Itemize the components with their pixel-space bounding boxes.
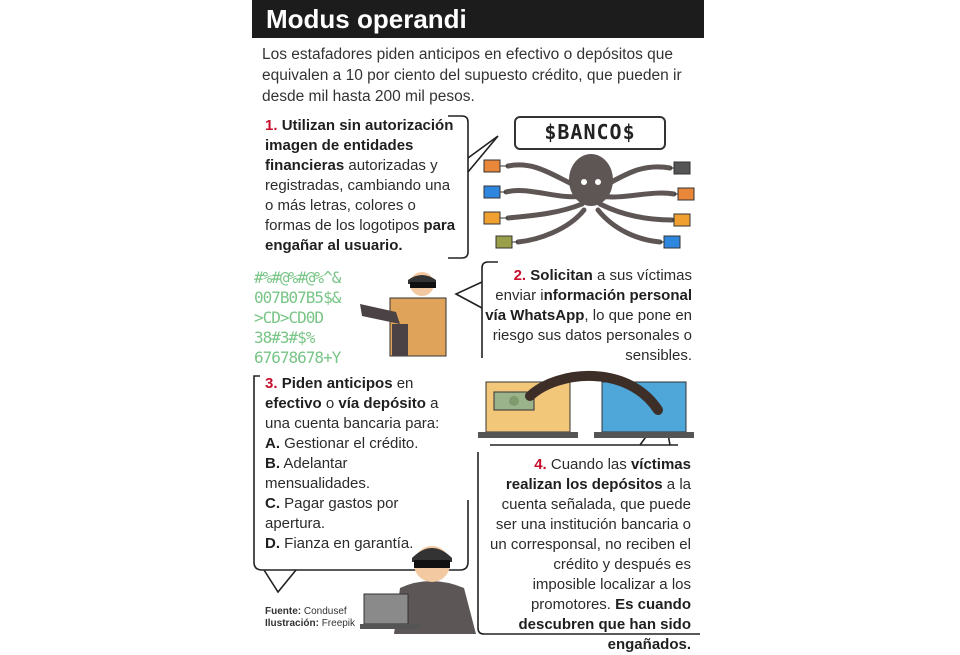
step-4-bold-1: víctimas realizan los depósitos	[505, 456, 691, 493]
illustration-value: Freepik	[321, 618, 356, 629]
step-3-item-b-text: Adelantar mensualidades.	[265, 455, 371, 492]
step-3	[265, 374, 455, 554]
step-2-bold-1: Solicitan	[530, 267, 593, 284]
scammer-illustration	[360, 534, 486, 634]
step-4-text-1: Cuando las	[546, 456, 631, 473]
step-3-text-2: o	[321, 395, 339, 412]
step-3-item-a-text: Gestionar el crédito.	[280, 435, 419, 452]
step-4-number: 4.	[534, 456, 547, 473]
step-3-item-a-letter: A.	[265, 435, 280, 452]
step-3-text-1: en	[392, 375, 414, 392]
illustration-label: Ilustración:	[265, 618, 319, 629]
bank-logo-text: $BANCO$	[544, 120, 636, 144]
laptops-illustration	[478, 370, 700, 446]
bank-logo	[514, 116, 666, 150]
step-1-text-1: autorizadas y registradas, cambiando una o más letras, colores o formas de los logotipos	[265, 157, 451, 234]
step-3-text-3: a una cuenta bancaria para:	[265, 395, 440, 432]
step-3-number: 3.	[265, 375, 278, 392]
step-1-bold-2: para engañar al usuario.	[265, 217, 456, 254]
step-4-bold-2: Es cuando descubren que han sido engañados.	[518, 596, 691, 653]
credits-illustration	[265, 618, 355, 630]
octopus-illustration	[478, 150, 702, 254]
source-label: Fuente:	[265, 606, 302, 617]
hacker-illustration	[352, 268, 464, 364]
credits-source	[265, 606, 355, 618]
step-3-item-c	[265, 494, 455, 534]
step-2	[482, 266, 692, 366]
step-3-item-c-text: Pagar gastos por apertura.	[265, 495, 399, 532]
step-2-text-2: , lo que pone en riesgo sus datos personales o sensibles.	[492, 307, 692, 364]
page-title: Modus operandi	[266, 4, 467, 34]
step-3-bold-1: Piden anticipos	[281, 375, 393, 392]
hacker-code: #%#@%#@%^& 007B07B5$& >CD>CD0D 38#3#$% 67678678+Y	[254, 268, 341, 367]
step-2-bold-2: nformación personal vía WhatsApp	[485, 287, 692, 324]
step-1-number: 1.	[265, 117, 278, 134]
step-3-item-d-letter: D.	[265, 535, 280, 552]
step-3-item-b-letter: B.	[265, 455, 280, 472]
source-value: Condusef	[303, 606, 347, 617]
intro-text: Los estafadores piden anticipos en efectivo o depósitos que equivalen a 10 por ciento del supuesto crédito, que pueden ir desde mil hasta 200 mil pesos.	[262, 46, 682, 105]
step-4-text-2: a la cuenta señalada, que puede ser una institución bancaria o un corresponsal, no reciben el crédito y después es imposible localizar a los promotores.	[490, 476, 691, 613]
step-1	[265, 116, 460, 256]
step-3-item-b	[265, 454, 455, 494]
step-3-bold-2: efectivo	[265, 395, 322, 412]
step-2-text-1: a sus víctimas enviar i	[495, 267, 692, 304]
step-1-bold-1: Utilizan sin autorización imagen de entidades financieras	[265, 117, 454, 174]
credits	[265, 606, 355, 630]
step-3-item-a	[265, 434, 455, 454]
step-2-number: 2.	[513, 267, 527, 284]
step-4	[486, 455, 691, 655]
step-3-item-d-text: Fianza en garantía.	[280, 535, 414, 552]
step-3-item-c-letter: C.	[265, 495, 280, 512]
step-3-bold-3: vía depósito	[338, 395, 426, 412]
